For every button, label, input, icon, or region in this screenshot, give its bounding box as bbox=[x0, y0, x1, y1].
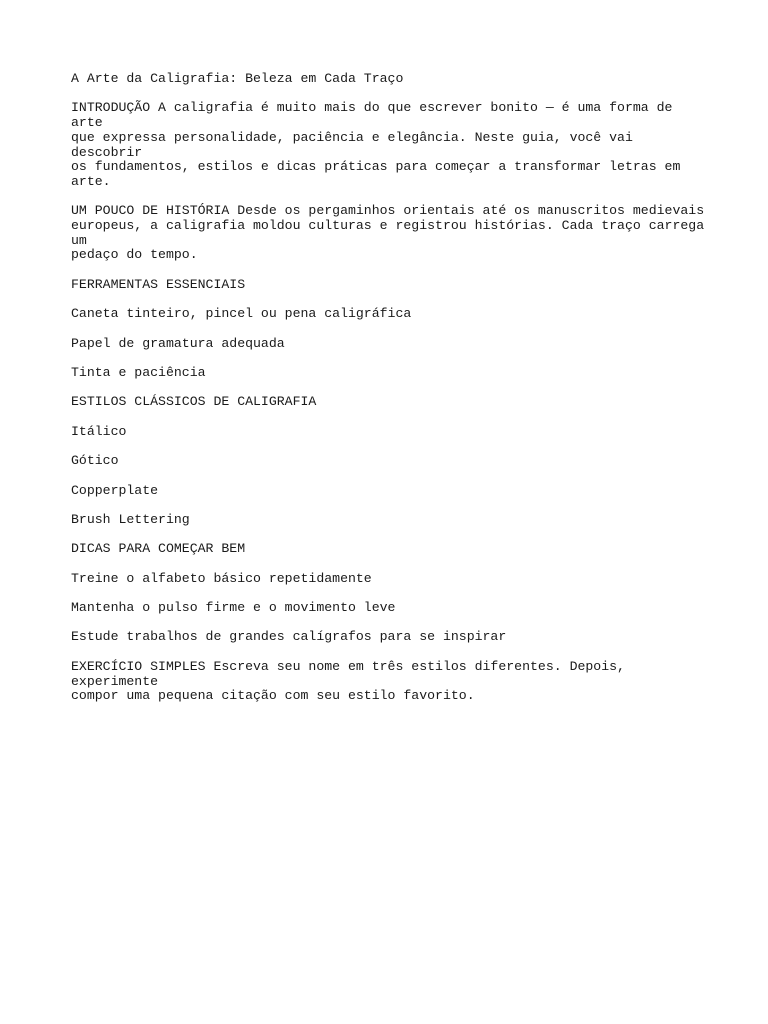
document-title: A Arte da Caligrafia: Beleza em Cada Traço bbox=[71, 71, 404, 86]
list-item: Itálico bbox=[71, 423, 127, 439]
list-item: Copperplate bbox=[71, 482, 159, 498]
list-item: Tinta e paciência bbox=[71, 364, 206, 380]
list-item: Caneta tinteiro, pincel ou pena caligráfica bbox=[71, 306, 412, 322]
list-item: Gótico bbox=[71, 453, 119, 469]
list-item: Papel de gramatura adequada bbox=[71, 335, 285, 351]
list-item: Estude trabalhos de grandes calígrafos para se inspirar bbox=[71, 629, 507, 645]
document-page bbox=[71, 72, 711, 719]
list-item: Treine o alfabeto básico repetidamente bbox=[71, 570, 372, 586]
list-item: Mantenha o pulso firme e o movimento leve bbox=[71, 600, 396, 616]
section-heading-tools: FERRAMENTAS ESSENCIAIS bbox=[71, 276, 246, 292]
section-heading-tips: DICAS PARA COMEÇAR BEM bbox=[71, 541, 246, 557]
exercise-paragraph: EXERCÍCIO SIMPLES Escreva seu nome em três estilos diferentes. Depois, experimente compor uma pequena citação com seu estilo favorito. bbox=[71, 658, 625, 704]
section-heading-styles: ESTILOS CLÁSSICOS DE CALIGRAFIA bbox=[71, 394, 317, 410]
history-paragraph: UM POUCO DE HISTÓRIA Desde os pergaminhos orientais até os manuscritos medievais europeus, a caligrafia moldou culturas e registrou histórias. Cada traço carrega um pedaço do tempo. bbox=[71, 203, 705, 263]
list-item: Brush Lettering bbox=[71, 511, 190, 527]
intro-paragraph: INTRODUÇÃO A caligrafia é muito mais do que escrever bonito — é uma forma de arte que expressa personalidade, paciência e elegância. Neste guia, você vai descobrir os fundamentos, estilos e dicas práticas para começar a transformar letras em arte. bbox=[71, 100, 681, 189]
